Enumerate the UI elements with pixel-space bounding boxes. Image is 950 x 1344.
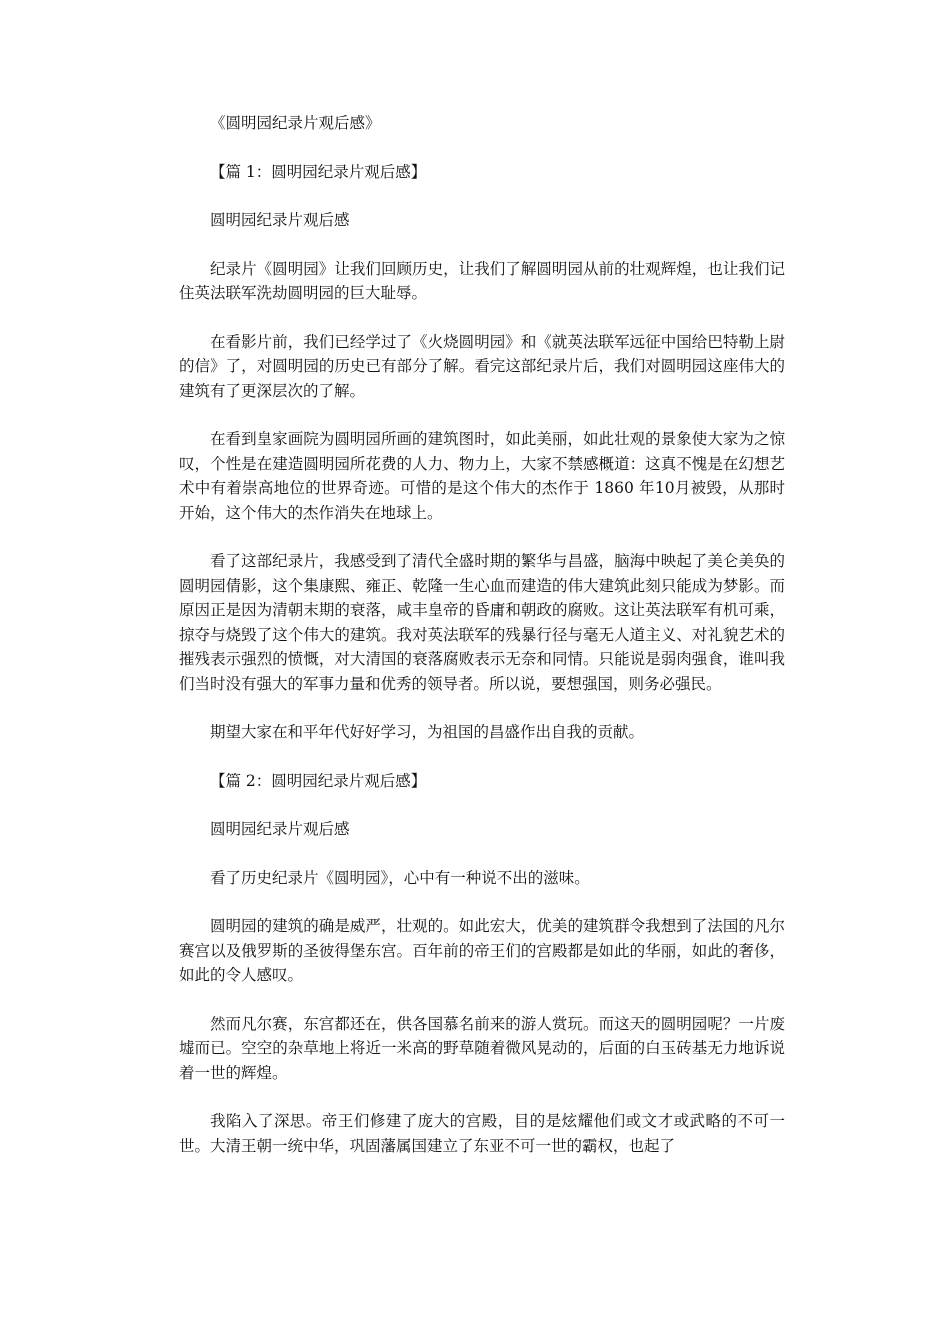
section-1-paragraph: 纪录片《圆明园》让我们回顾历史，让我们了解圆明园从前的壮观辉煌，也让我们记住英法联军洗劫圆明园的巨大耻辱。 — [179, 259, 785, 302]
section-2-paragraph: 圆明园的建筑的确是威严，壮观的。如此宏大，优美的建筑群令我想到了法国的凡尔赛宫以及俄罗斯的圣彼得堡东宫。百年前的帝王们的宫殿都是如此的华丽，如此的奢侈，如此的令人感叹。 — [179, 917, 785, 984]
document-content — [179, 111, 785, 1158]
section-1-paragraph: 期望大家在和平年代好好学习，为祖国的昌盛作出自我的贡献。 — [210, 723, 645, 741]
section-2-paragraph: 然而凡尔赛，东宫都还在，供各国慕名前来的游人赏玩。而这天的圆明园呢？一片废墟而已。空空的杂草地上将近一米高的野草随着微风晃动的，后面的白玉砖基无力地诉说着一世的辉煌。 — [179, 1014, 785, 1082]
section-2-heading: 【篇 2：圆明园纪录片观后感】 — [210, 771, 427, 790]
section-2-paragraph: 我陷入了深思。帝王们修建了庞大的宫殿，目的是炫耀他们或文才或武略的不可一世。大清王朝一统中华，巩固藩属国建立了东亚不可一世的霸权，也起了 — [179, 1112, 785, 1155]
section-1-subtitle: 圆明园纪录片观后感 — [210, 211, 350, 229]
section-1-paragraph: 在看影片前，我们已经学过了《火烧圆明园》和《就英法联军远征中国给巴特勒上尉的信》了，对圆明园的历史已有部分了解。看完这部纪录片后，我们对圆明园这座伟大的建筑有了更深层次的了解。 — [179, 332, 785, 400]
section-1-heading: 【篇 1：圆明园纪录片观后感】 — [210, 162, 427, 181]
section-1-paragraph: 看了这部纪录片，我感受到了清代全盛时期的繁华与昌盛，脑海中映起了美仑美奂的圆明园倩影，这个集康熙、雍正、乾隆一生心血而建造的伟大建筑此刻只能成为梦影。而原因正是因为清朝末期的衰落，咸丰皇帝的昏庸和朝政的腐败。这让英法联军有机可乘，掠夺与烧毁了这个伟大的建筑。我对英法联军的残暴行径与毫无人道主义、对礼貌艺术的摧残表示强烈的愤慨，对大清国的衰落腐败表示无奈和同情。只能说是弱肉强食，谁叫我们当时没有强大的军事力量和优秀的领导者。所以说，要想强国，则务必强民。 — [179, 552, 785, 693]
section-2-subtitle: 圆明园纪录片观后感 — [210, 820, 350, 838]
section-2-paragraph: 看了历史纪录片《圆明园》，心中有一种说不出的滋味。 — [210, 868, 590, 887]
document-title: 《圆明园纪录片观后感》 — [210, 114, 381, 132]
section-1-paragraph: 在看到皇家画院为圆明园所画的建筑图时，如此美丽，如此壮观的景象使大家为之惊叹，个性是在建造圆明园所花费的人力、物力上，大家不禁感概道：这真不愧是在幻想艺术中有着崇高地位的世界奇迹。可惜的是这个伟大的杰作于 1860 年10月被毁，从那时开始，这个伟大的杰作消失在地球上。 — [179, 430, 785, 522]
